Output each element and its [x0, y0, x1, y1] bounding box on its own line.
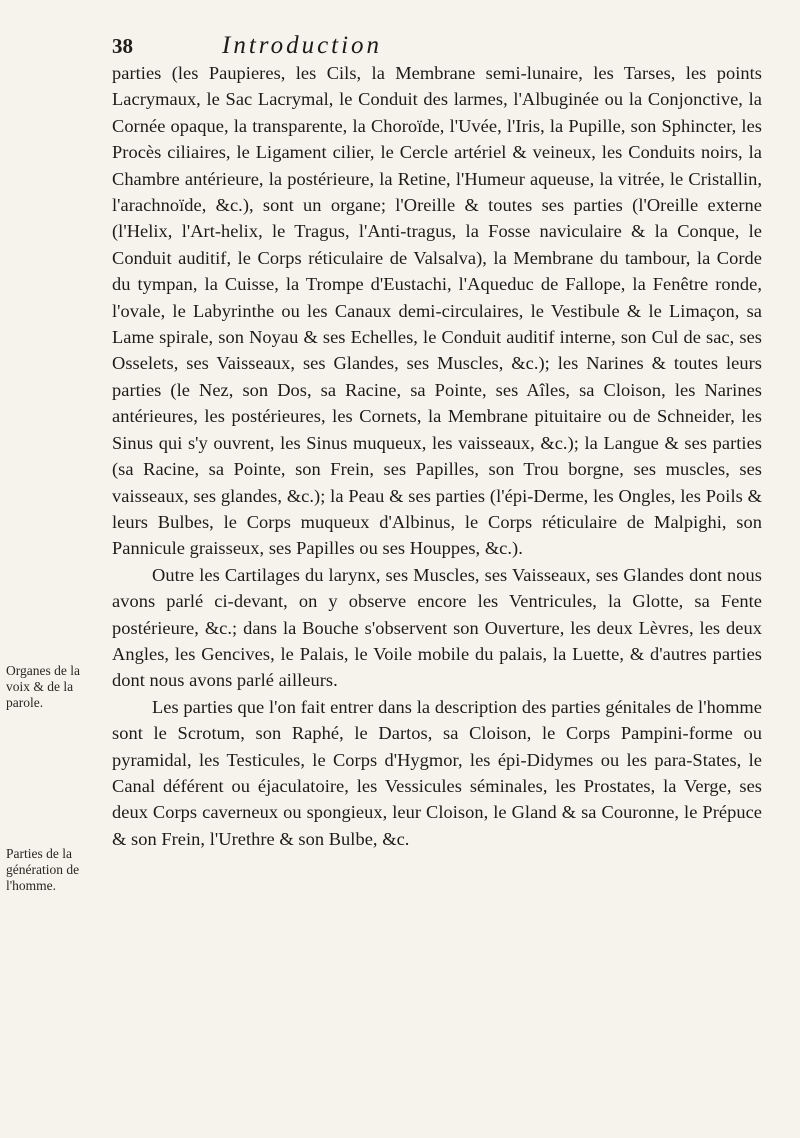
margin-note-line: Organes de la: [6, 663, 80, 678]
margin-note-line: voix & de la: [6, 679, 74, 694]
page-header: [112, 32, 752, 62]
margin-note-line: génération de: [6, 862, 80, 877]
margin-note-line: l'homme.: [6, 878, 57, 893]
paragraph-eye-ear-nose: parties (les Paupieres, les Cils, la Membrane semi-lunaire, les Tarses, les points Lacrymaux, le Sac Lacrymal, le Conduit des larmes, l'Albuginée ou la Conjonctive, la Cornée opaque, la transparente, la Choroïde, l'Uvée, l'Iris, la Pupille, son Sphincter, les Procès ciliaires, le Ligament cilier, le Cercle artériel & veineux, les Conduits noirs, la Chambre antérieure, la postérieure, la Retine, l'Humeur aqueuse, la vitrée, le Cristallin, l'arachnoïde, &c.), sont un organe; l'Oreille & toutes ses parties (l'Oreille externe (l'Helix, l'Art-helix, le Tragus, l'Anti-tragus, la Fosse naviculaire & la Conque, le Conduit auditif, le Corps réticulaire de Valsalva), la Membrane du tambour, la Corde du tympan, la Cuisse, la Trompe d'Eustachi, l'Aqueduc de Fallope, la Fenêtre ronde, l'ovale, le Labyrinthe ou les Canaux demi-circulaires, le Vestibule & le Limaçon, sa Lame spirale, son Noyau & ses Echelles, le Conduit auditif interne, son Cul de sac, ses Osselets, ses Vaisseaux, ses Glandes, ses Muscles, &c.); les Narines & toutes leurs parties (le Nez, son Dos, sa Racine, sa Pointe, ses Aîles, sa Cloison, les Narines antérieures, les postérieures, les Cornets, la Membrane pituitaire ou de Schneider, les Sinus qui s'y ouvrent, les Sinus muqueux, les vaisseaux, &c.); la Langue & ses parties (sa Racine, sa Pointe, son Frein, ses Papilles, son Trou borgne, ses muscles, ses vaisseaux, ses glandes, &c.); la Peau & ses parties (l'épi-Derme, les Ongles, les Poils & leurs Bulbes, le Corps muqueux d'Albinus, le Corps réticulaire de Malpighi, son Pannicule graisseux, ses Papilles ou ses Houppes, &c.).: [112, 63, 762, 559]
margin-note-line: parole.: [6, 695, 44, 710]
page-number: 38: [112, 34, 133, 58]
paragraph-voice-organs: Outre les Cartilages du larynx, ses Muscles, ses Vaisseaux, ses Glandes dont nous avons parlé ci-devant, on y observe encore les Ventricules, la Glotte, sa Fente postérieure, &c.; dans la Bouche s'observent son Ouverture, les deux Lèvres, les deux Angles, les Gencives, le Palais, le Voile mobile du palais, la Luette, & d'autres parties dont nous avons parlé ailleurs.: [112, 564, 762, 691]
margin-note-organes: [6, 663, 106, 711]
main-text: [112, 60, 762, 852]
margin-note-line: Parties de la: [6, 846, 72, 861]
paragraph-generation-parts: Les parties que l'on fait entrer dans la description des parties génitales de l'homme sont le Scrotum, son Raphé, le Dartos, sa Cloison, le Corps Pampini-forme ou pyramidal, les Testicules, le Corps d'Hygmor, les épi-Didymes ou les para-States, le Canal déférent ou éjaculatoire, les Vessicules séminales, les Prostates, la Verge, ses deux Corps caverneux ou spongieux, leur Cloison, le Gland & sa Couronne, le Prépuce & son Frein, l'Urethre & son Bulbe, &c.: [112, 696, 762, 849]
running-title: Introduction: [222, 32, 383, 59]
margin-note-parties: [6, 846, 106, 894]
